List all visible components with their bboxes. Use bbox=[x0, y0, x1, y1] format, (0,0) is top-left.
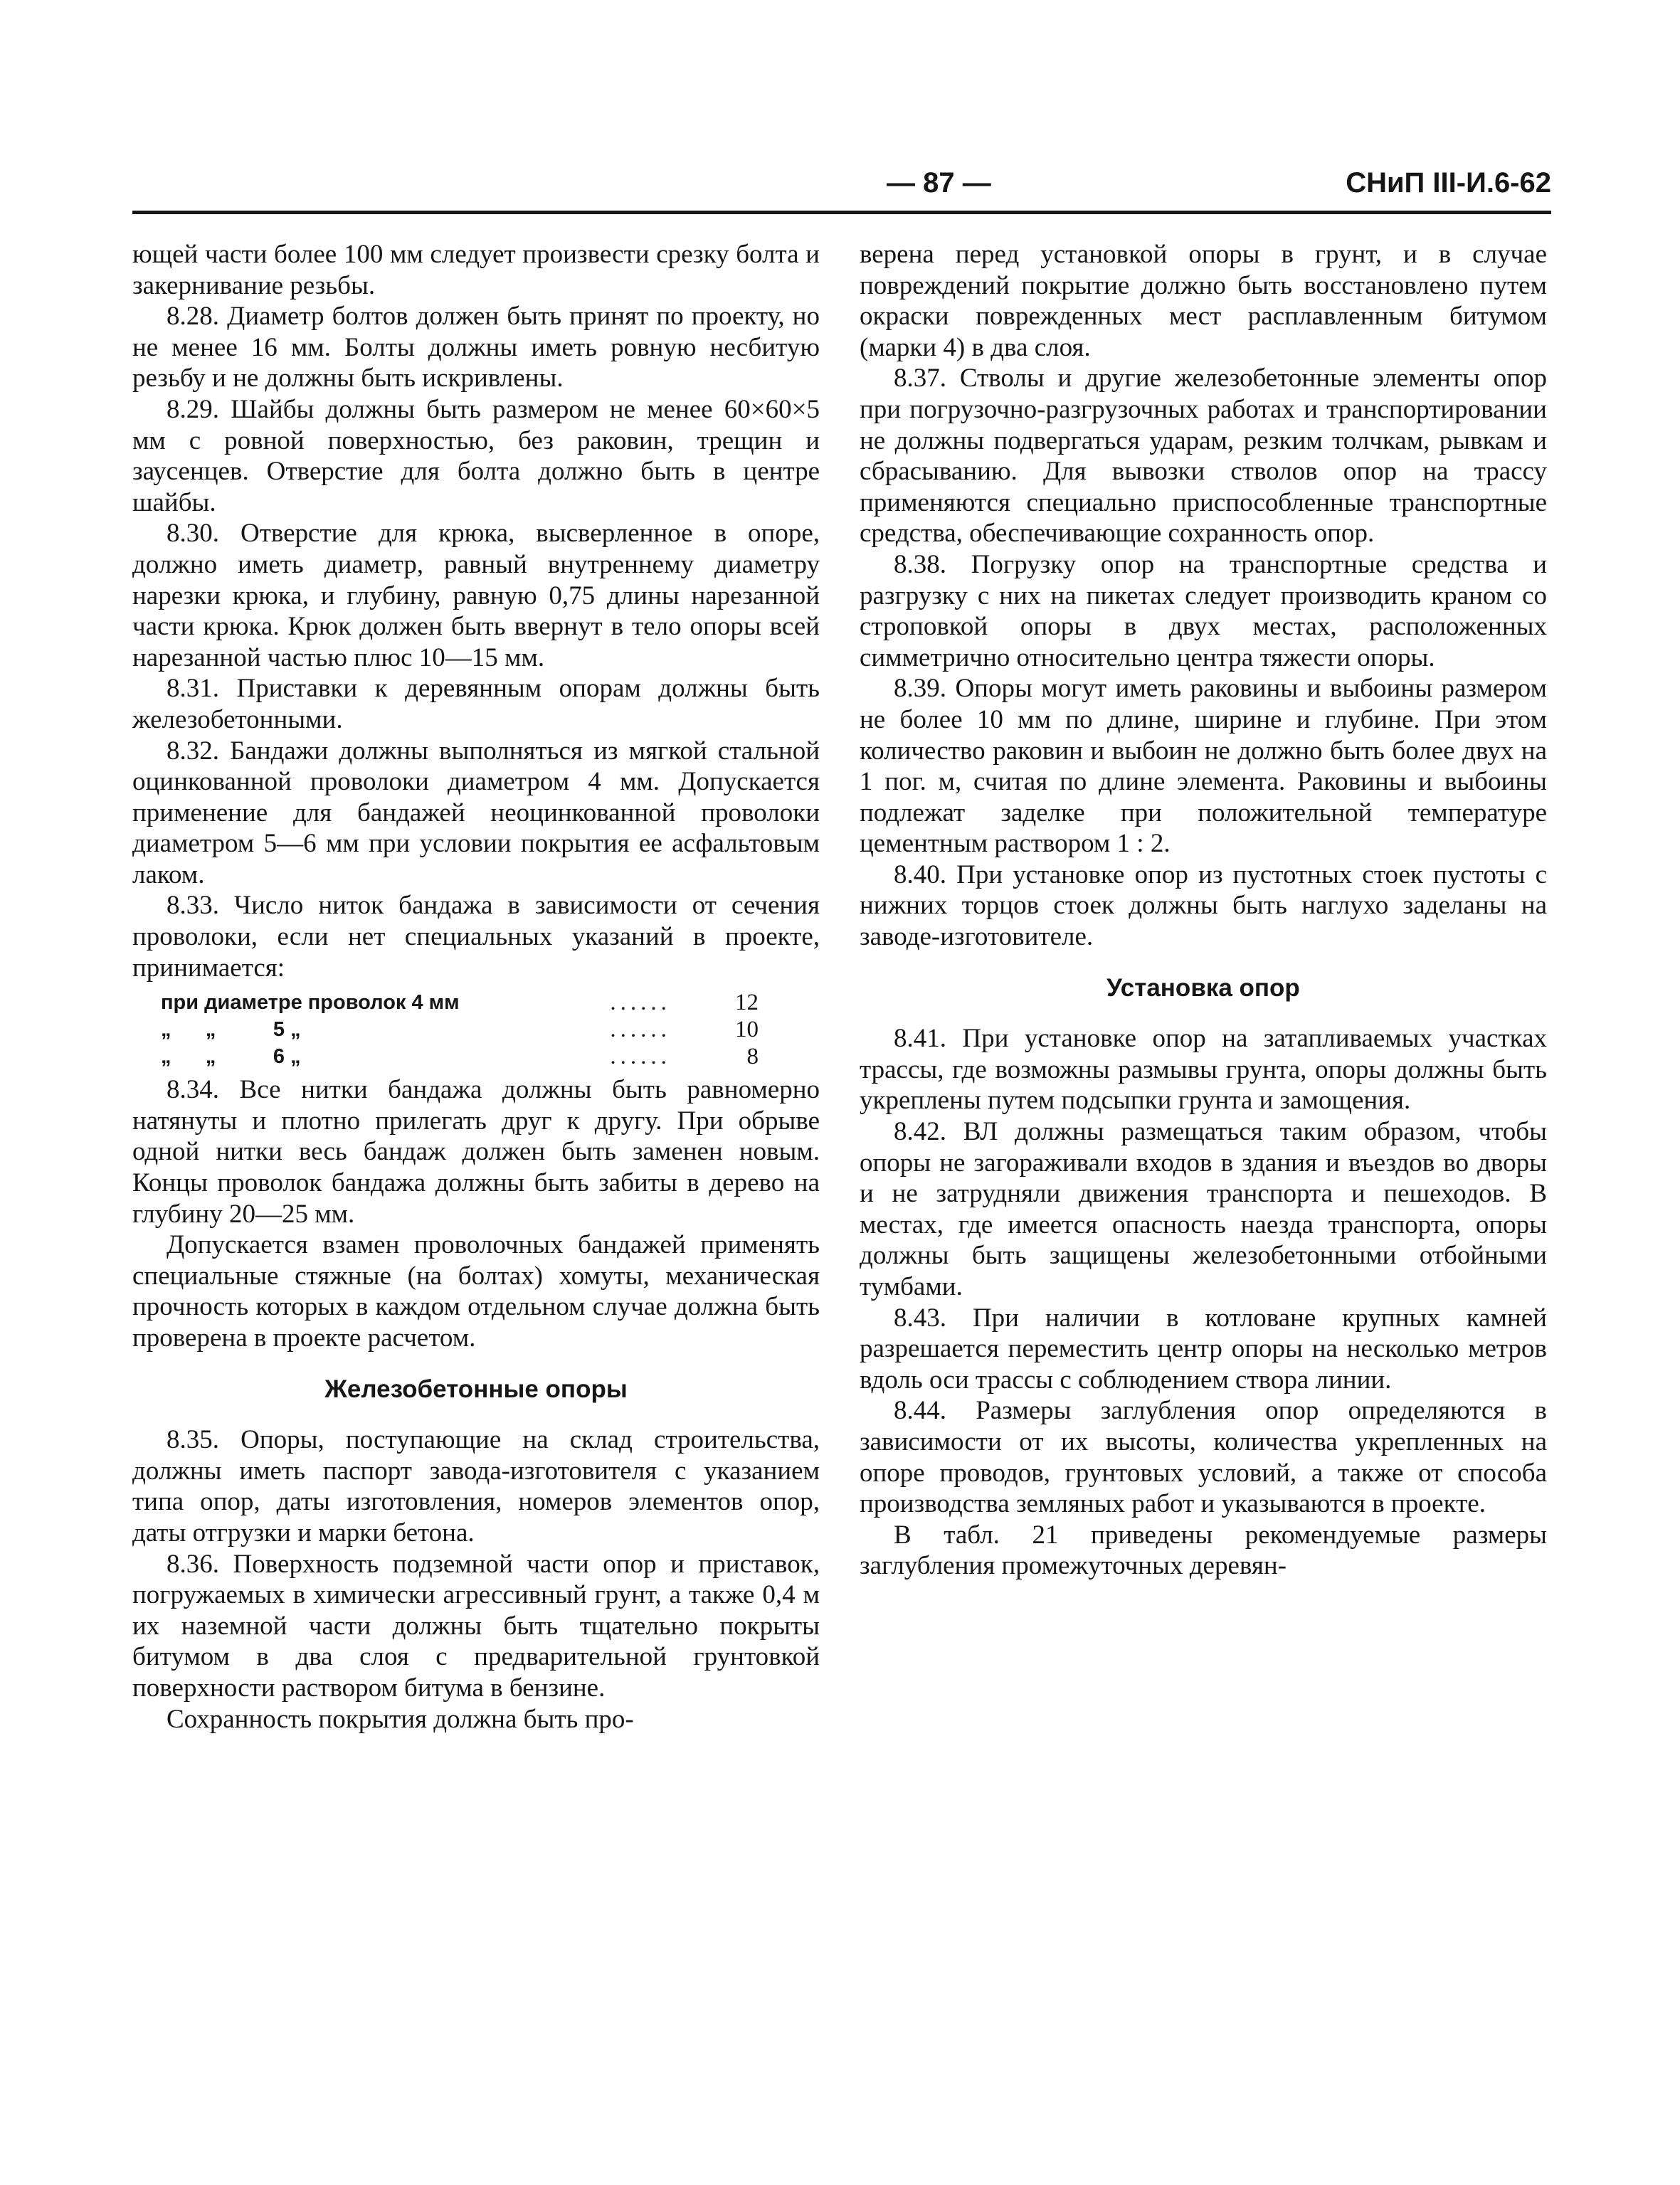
table-cell-value: 12 bbox=[735, 990, 759, 1016]
paragraph: Сохранность покрытия должна быть про- bbox=[167, 1704, 634, 1734]
paragraph: ющей части более 100 мм следует произвести срезку болта и закернивание резьбы. bbox=[132, 240, 820, 300]
table-cell-leader: ...... bbox=[610, 1017, 671, 1043]
paragraph-8-40: 8.40. При установке опор из пустотных стоек пустоты с нижних торцов стоек должны быть наглухо заделаны на заводе-изготовителе. bbox=[860, 859, 1547, 952]
paragraph: верена перед установкой опоры в грунт, и в случае повреждений покрытие должно быть восстановлено путем окраски поврежденных мест расплавленным битумом (марки 4) в два слоя. bbox=[860, 240, 1547, 362]
table-cell-label: „ „ 5 „ bbox=[161, 1018, 301, 1042]
paragraph: В табл. 21 приведены рекомендуемые размеры заглубления промежуточных деревян- bbox=[860, 1520, 1547, 1581]
paragraph-8-38: 8.38. Погрузку опор на транспортные средства и разгрузку с них на пикетах следует производить краном со строповкой опоры в двух местах, расположенных симметрично относительно центра тяжести опоры. bbox=[860, 549, 1547, 672]
wire-count-table bbox=[161, 989, 759, 1070]
paragraph-8-31: 8.31. Приставки к деревянным опорам должны быть железобетонными. bbox=[132, 674, 820, 734]
paragraph: Допускается взамен проволочных бандажей применять специальные стяжные (на болтах) хомуты, механическая прочность которых в каждом отдельном случае должна быть проверена в проекте расчетом. bbox=[132, 1230, 820, 1353]
paragraph-8-41: 8.41. При установке опор на затапливаемых участках трассы, где возможны размывы грунта, опоры должны быть укреплены путем подсыпки грунта и замощения. bbox=[860, 1024, 1547, 1116]
paragraph-8-33: 8.33. Число ниток бандажа в зависимости от сечения проволоки, если нет специальных указаний в проекте, принимается: bbox=[132, 891, 820, 983]
page-header bbox=[132, 167, 1551, 210]
page-number: — 87 — bbox=[887, 167, 991, 199]
left-column bbox=[132, 239, 820, 1735]
table-row bbox=[161, 989, 759, 1016]
paragraph-8-34: 8.34. Все нитки бандажа должны быть равномерно натянуты и плотно прилегать друг к другу. При обрыве одной нитки весь бандаж должен быть заменен новым. Концы проволок бандажа должны быть забиты в дерево на глубину 20—25 мм. bbox=[132, 1075, 820, 1229]
paragraph-8-30: 8.30. Отверстие для крюка, высверленное в опоре, должно иметь диаметр, равный внутреннему диаметру нарезки крюка, и глубину, равную 0,75 длины нарезанной части крюка. Крюк должен быть ввернут в тело опоры всей нарезанной частью плюс 10—15 мм. bbox=[132, 519, 820, 672]
paragraph-8-36: 8.36. Поверхность подземной части опор и приставок, погружаемых в химически агрессивный грунт, а также 0,4 м их наземной части должны быть тщательно покрыты битумом в два слоя с предварительной грунтовкой поверхности раствором битума в бензине. bbox=[132, 1549, 820, 1703]
document-code: СНиП III-И.6-62 bbox=[1346, 167, 1551, 199]
table-cell-leader: ...... bbox=[610, 1044, 671, 1070]
paragraph-8-39: 8.39. Опоры могут иметь раковины и выбоины размером не более 10 мм по длине, ширине и глубине. При этом количество раковин и выбоин не должно быть более двух на 1 пог. м, считая по длине элемента. Раковины и выбоины подлежат заделке при положительной температуре цементным раствором 1 : 2. bbox=[860, 674, 1547, 859]
header-rule bbox=[132, 211, 1551, 214]
paragraph-8-42: 8.42. ВЛ должны размещаться таким образом, чтобы опоры не загораживали входов в здания и въездов во дворы и не затрудняли движения транспорта и пешеходов. В местах, где имеется опасность наезда транспорта, опоры должны быть защищены железобетонными отбойными тумбами. bbox=[860, 1117, 1547, 1301]
table-cell-label: „ „ 6 „ bbox=[161, 1045, 301, 1069]
paragraph-8-32: 8.32. Бандажи должны выполняться из мягкой стальной оцинкованной проволоки диаметром 4 мм. Допускается применение для бандажей неоцинкованной проволоки диаметром 5—6 мм при условии покрытия ее асфальтовым лаком. bbox=[132, 736, 820, 889]
paragraph-8-28: 8.28. Диаметр болтов должен быть принят по проекту, но не менее 16 мм. Болты должны иметь ровную несбитую резьбу и не должны быть искривлены. bbox=[132, 302, 820, 393]
paragraph-8-44: 8.44. Размеры заглубления опор определяются в зависимости от их высоты, количества укрепленных на опоре проводов, грунтовых условий, а также от способа производства земляных работ и указываются в проекте. bbox=[860, 1396, 1547, 1519]
paragraph-8-35: 8.35. Опоры, поступающие на склад строительства, должны иметь паспорт завода-изготовителя с указанием типа опор, даты изготовления, номеров элементов опор, даты отгрузки и марки бетона. bbox=[132, 1425, 820, 1548]
section-heading: Установка опор bbox=[1106, 973, 1300, 1002]
section-heading: Железобетонные опоры bbox=[324, 1375, 628, 1403]
table-cell-leader: ...... bbox=[610, 990, 671, 1016]
right-column bbox=[860, 239, 1547, 1582]
table-cell-value: 8 bbox=[746, 1044, 759, 1070]
paragraph-8-37: 8.37. Стволы и другие железобетонные элементы опор при погрузочно-разгрузочных работах и транспортировании не должны подвергаться ударам, резким толчкам, рывкам и сбрасыванию. Для вывозки стволов опор на трассу применяются специально приспособленные транспортные средства, обеспечивающие сохранность опор. bbox=[860, 364, 1547, 549]
table-cell-value: 10 bbox=[735, 1017, 759, 1043]
paragraph-8-43: 8.43. При наличии в котловане крупных камней разрешается переместить центр опоры на несколько метров вдоль оси трассы с соблюдением створа линии. bbox=[860, 1303, 1547, 1395]
table-row bbox=[161, 1043, 759, 1070]
table-row bbox=[161, 1016, 759, 1043]
paragraph-8-29: 8.29. Шайбы должны быть размером не менее 60×60×5 мм с ровной поверхностью, без раковин, трещин и заусенцев. Отверстие для болта должно быть в центре шайбы. bbox=[132, 394, 820, 517]
table-cell-label: при диаметре проволок 4 мм bbox=[161, 991, 460, 1015]
